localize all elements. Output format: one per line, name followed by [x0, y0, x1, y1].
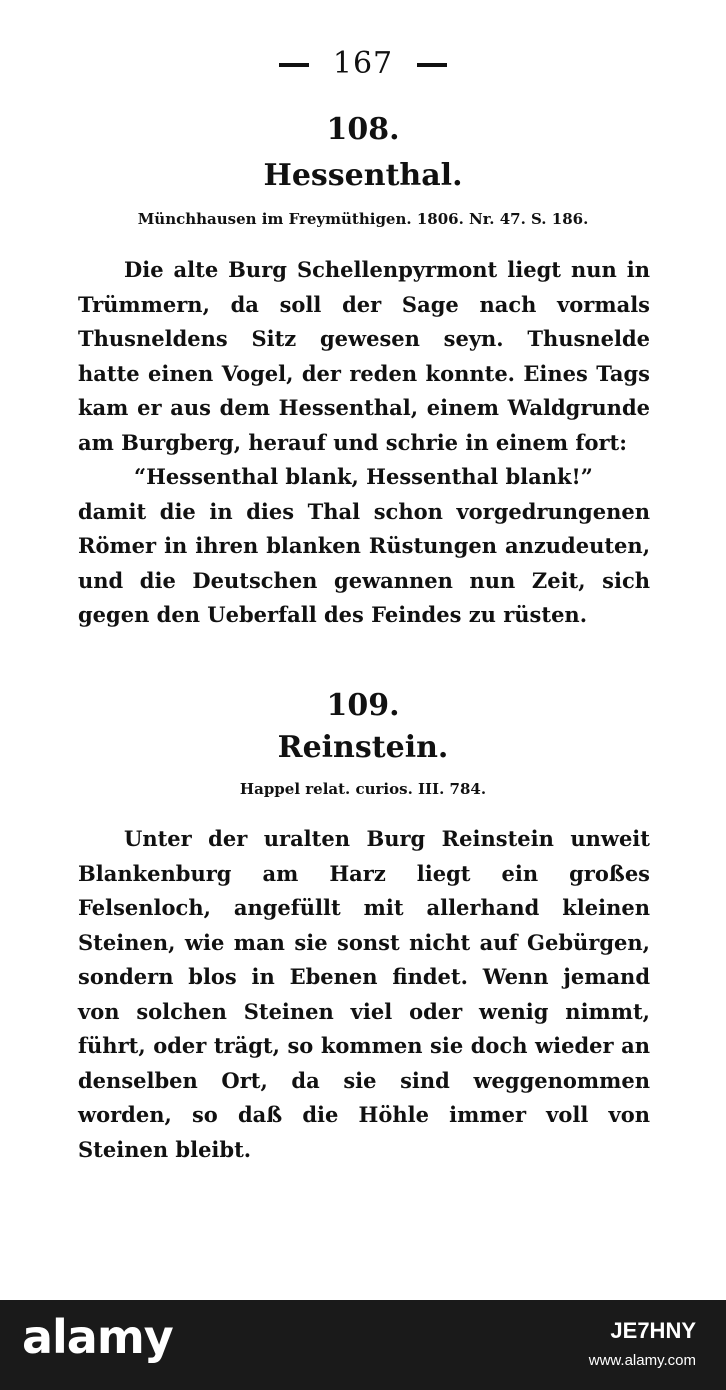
paragraph: Unter der uralten Burg Reinstein unweit Blankenburg am Harz liegt ein großes Felsenloch, angefüllt mit allerhand kleinen Steinen, wie man sie sonst nicht auf Gebürgen, sondern blos in Ebenen findet. Wenn jemand von solchen Steinen viel oder wenig nimmt, führt, oder trägt, so kommen sie doch wieder an denselben Ort, da sie sind weggenommen worden, so daß die Höhle immer voll von Steinen bleibt. — [78, 826, 650, 1162]
page-number-line — [0, 46, 726, 81]
image-code: JE7HNY — [610, 1318, 696, 1343]
dash-right — [417, 63, 447, 67]
paragraph: damit die in dies Thal schon vorgedrungenen Römer in ihren blanken Rüstungen anzudeuten, und die Deutschen gewannen nun Zeit, sich gegen den Ueberfall des Feindes zu rüsten. — [78, 498, 650, 627]
quote-line: “Hessenthal blank, Hessenthal blank!” — [134, 464, 593, 489]
section-title: Hessenthal. — [263, 158, 463, 193]
section-body — [78, 253, 650, 633]
section-number: 108. — [326, 112, 400, 147]
page-number: 167 — [332, 46, 394, 81]
section-source: Happel relat. curios. III. 784. — [239, 780, 487, 798]
section-body — [78, 822, 650, 1167]
brand-logo: alamy — [22, 1310, 173, 1364]
paragraph: Die alte Burg Schellenpyrmont liegt nun in Trümmern, da soll der Sage nach vormals Thusneldens Sitz gewesen seyn. Thusnelde hatte einen Vogel, der reden konnte. Eines Tags kam er aus dem Hessenthal, einem Waldgrunde am Burgberg, herauf und schrie in einem fort: — [78, 257, 650, 455]
watermark-footer — [0, 1300, 726, 1390]
section-source: Münchhausen im Freymüthigen. 1806. Nr. 47. S. 186. — [137, 210, 589, 228]
dash-left — [279, 63, 309, 67]
section-title: Reinstein. — [277, 730, 449, 765]
section-number: 109. — [326, 688, 400, 723]
brand-url: www.alamy.com — [588, 1352, 696, 1369]
